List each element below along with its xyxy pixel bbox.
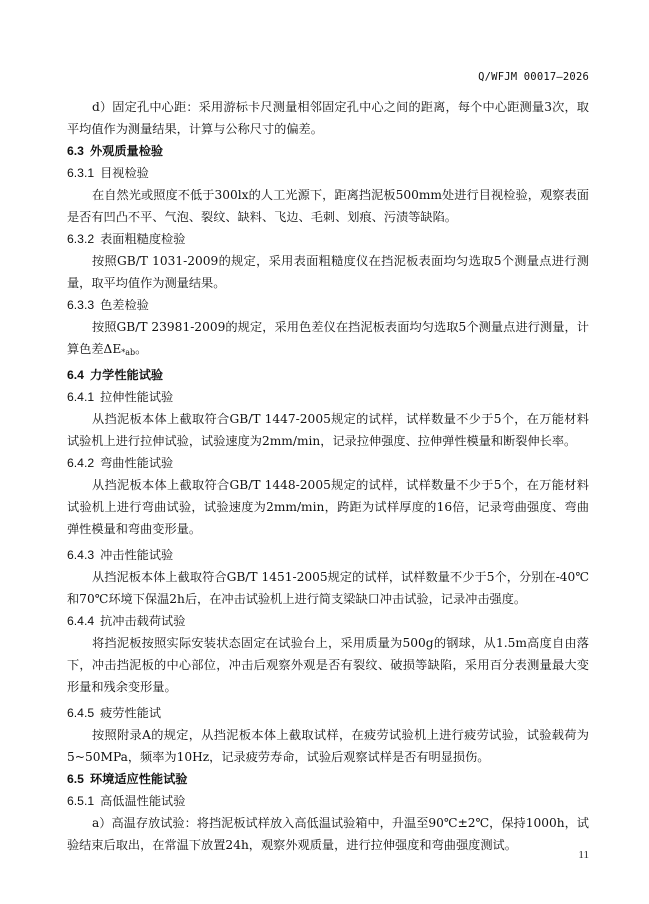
heading-6-4-3 — [67, 544, 589, 566]
heading-number: 6.5 — [67, 772, 84, 786]
paragraph-6-2-d: d）固定孔中心距：采用游标卡尺测量相邻固定孔中心之间的距离，每个中心距测量3次，取平均值作为测量结果，计算与公称尺寸的偏差。 — [67, 100, 589, 136]
heading-6-5-1 — [67, 790, 589, 812]
paragraph-6-4-2: 从挡泥板本体上截取符合GB/T 1448-2005规定的试样，试样数量不少于5个，在万能材料试验机上进行弯曲试验，试验速度为2mm/min，跨距为试样厚度的16倍，记录弯曲强度、弯曲弹性模量和弯曲变形量。 — [67, 478, 589, 536]
heading-6-4 — [67, 364, 589, 386]
heading-number: 6.5.1 — [67, 794, 95, 808]
heading-number: 6.4.4 — [67, 614, 95, 628]
heading-6-3 — [67, 140, 589, 162]
paragraph-6-4-5: 按照附录A的规定，从挡泥板本体上截取试样，在疲劳试验机上进行疲劳试验，试验载荷为5~50MPa，频率为10Hz，记录疲劳寿命，试验后观察试样是否有明显损伤。 — [67, 728, 589, 764]
heading-number: 6.4.3 — [67, 548, 95, 562]
paragraph-6-3-1: 在自然光或照度不低于300lx的人工光源下，距离挡泥板500mm处进行目视检验，观察表面是否有凹凸不平、气泡、裂纹、缺料、飞边、毛刺、划痕、污渍等缺陷。 — [67, 188, 589, 224]
heading-6-4-2 — [67, 452, 589, 474]
subscript: *ab — [121, 348, 136, 357]
heading-number: 6.4.1 — [67, 390, 95, 404]
heading-title: 外观质量检验 — [89, 144, 164, 158]
paragraph-6-5-1-a: a）高温存放试验：将挡泥板试样放入高低温试验箱中，升温至90℃±2℃，保持1000h，试验结束后取出，在常温下放置24h，观察外观质量，进行拉伸强度和弯曲强度测试。 — [67, 816, 589, 852]
heading-title: 色差检验 — [100, 298, 149, 312]
heading-title: 高低温性能试验 — [100, 794, 186, 808]
heading-title: 抗冲击载荷试验 — [100, 614, 186, 628]
document-code: Q/WFJM 00017—2026 — [478, 71, 589, 83]
heading-title: 目视检验 — [100, 166, 149, 180]
page-content — [67, 96, 589, 856]
heading-6-4-4 — [67, 610, 589, 632]
page-number: 11 — [578, 849, 589, 861]
heading-number: 6.3.2 — [67, 232, 95, 246]
heading-6-5 — [67, 768, 589, 790]
paragraph-end: 。 — [135, 342, 148, 356]
heading-title: 疲劳性能试 — [100, 706, 162, 720]
heading-number: 6.4.5 — [67, 706, 95, 720]
paragraph-6-4-1: 从挡泥板本体上截取符合GB/T 1447-2005规定的试样，试样数量不少于5个，在万能材料试验机上进行拉伸试验，试验速度为2mm/min，记录拉伸强度、拉伸弹性模量和断裂伸长率。 — [67, 412, 589, 448]
heading-title: 弯曲性能试验 — [100, 456, 174, 470]
heading-6-3-3 — [67, 294, 589, 316]
paragraph-6-3-2: 按照GB/T 1031-2009的规定，采用表面粗糙度仪在挡泥板表面均匀选取5个测量点进行测量，取平均值作为测量结果。 — [67, 254, 589, 290]
heading-title: 力学性能试验 — [89, 368, 164, 382]
paragraph-6-3-3 — [67, 316, 589, 364]
heading-number: 6.3 — [67, 144, 84, 158]
paragraph-6-4-3: 从挡泥板本体上截取符合GB/T 1451-2005规定的试样，试样数量不少于5个，分别在-40℃和70℃环境下保温2h后，在冲击试验机上进行简支梁缺口冲击试验，记录冲击强度。 — [67, 570, 589, 606]
heading-6-3-1 — [67, 162, 589, 184]
heading-6-3-2 — [67, 228, 589, 250]
heading-6-4-1 — [67, 386, 589, 408]
heading-title: 拉伸性能试验 — [100, 390, 174, 404]
heading-number: 6.3.3 — [67, 298, 95, 312]
heading-number: 6.3.1 — [67, 166, 95, 180]
heading-number: 6.4 — [67, 368, 84, 382]
heading-title: 环境适应性能试验 — [89, 772, 188, 786]
paragraph-6-4-4: 将挡泥板按照实际安装状态固定在试验台上，采用质量为500g的钢球，从1.5m高度自由落下，冲击挡泥板的中心部位，冲击后观察外观是否有裂纹、破损等缺陷，采用百分表测量最大变形量和残余变形量。 — [67, 636, 589, 694]
heading-6-4-5 — [67, 702, 589, 724]
heading-title: 表面粗糙度检验 — [100, 232, 186, 246]
heading-title: 冲击性能试验 — [100, 548, 174, 562]
heading-number: 6.4.2 — [67, 456, 95, 470]
paragraph-text: 按照GB/T 23981-2009的规定，采用色差仪在挡泥板表面均匀选取5个测量点进行测量，计算色差ΔE — [67, 320, 589, 356]
